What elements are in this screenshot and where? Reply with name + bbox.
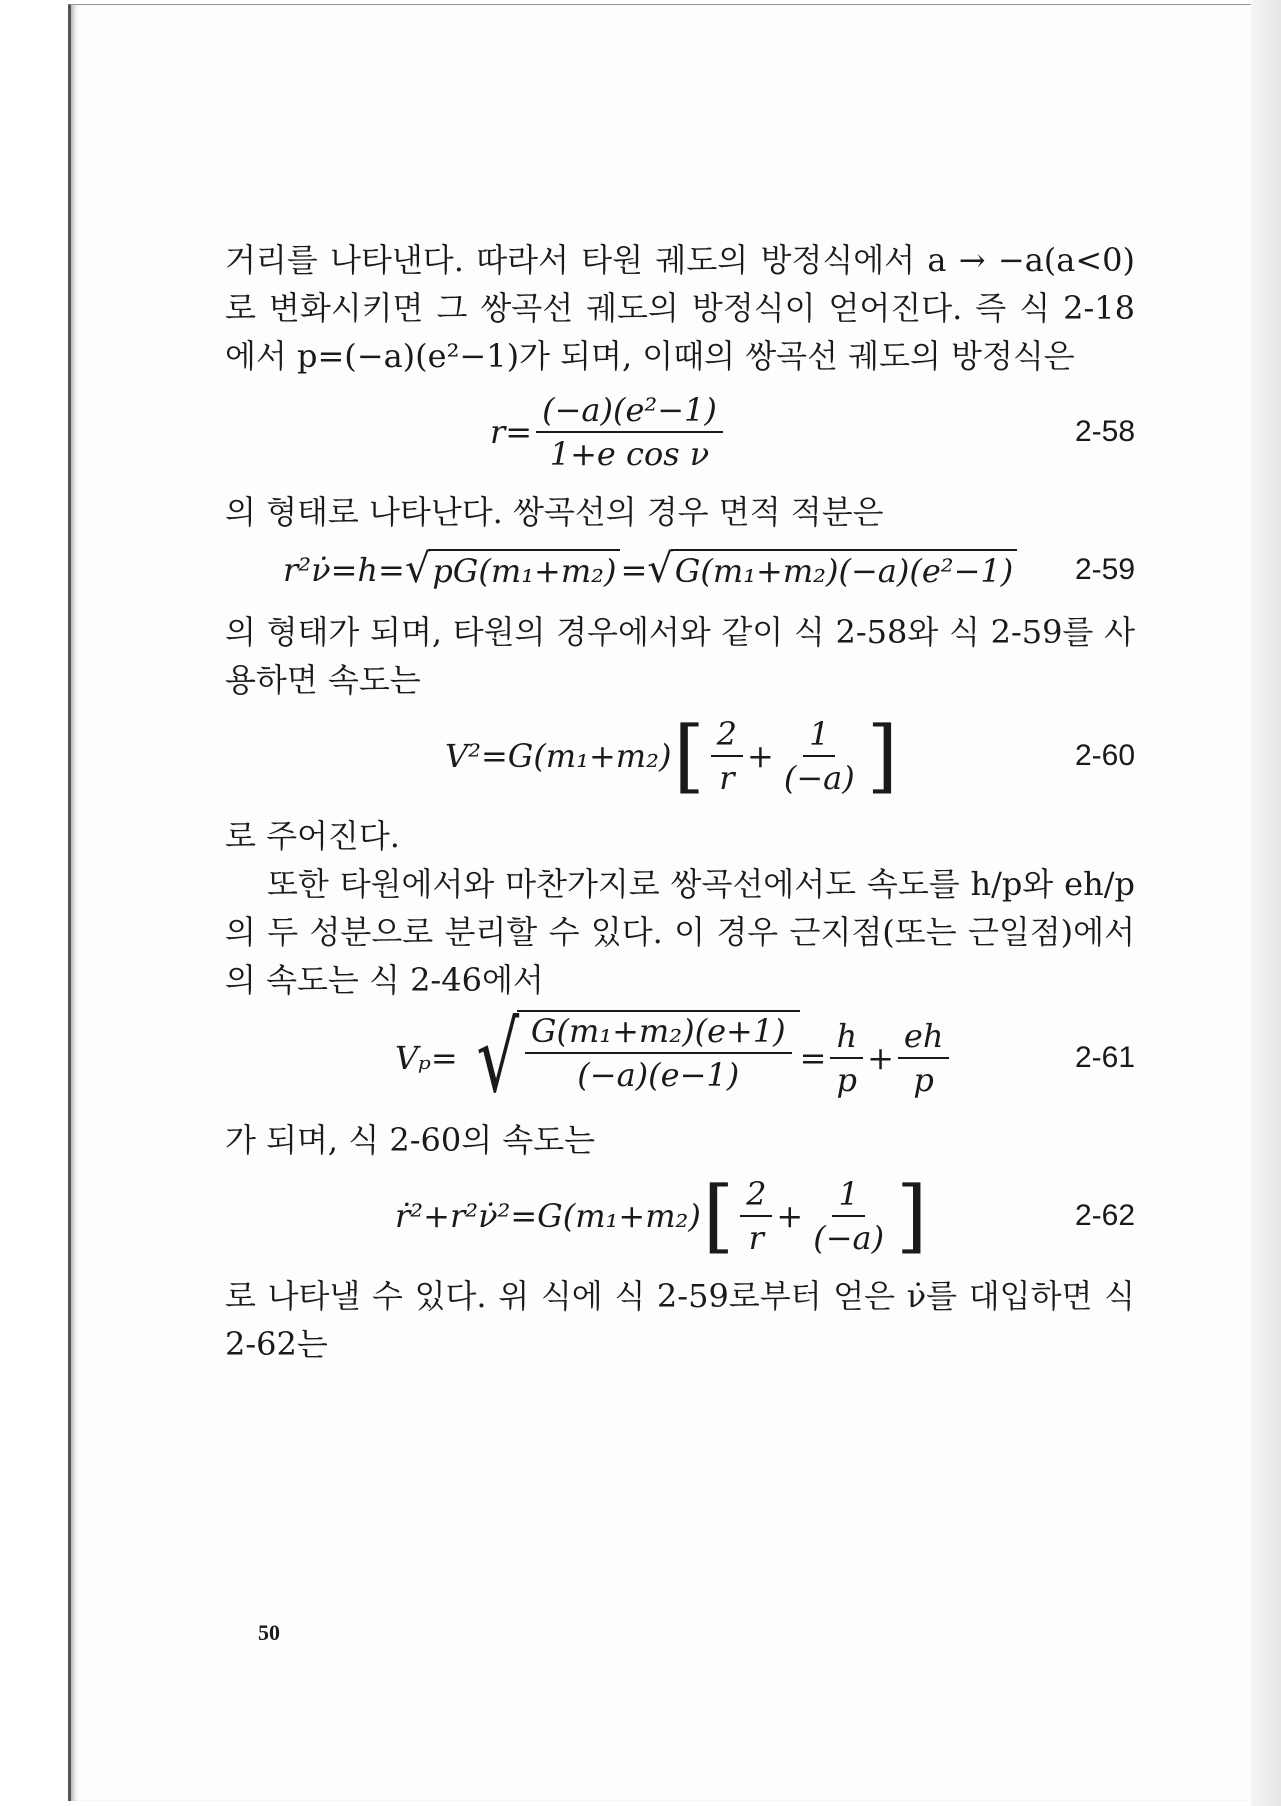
page-number: 50: [258, 1620, 280, 1645]
equation-number-2-61: 2-61: [1074, 1041, 1135, 1074]
page-edge: [1251, 0, 1281, 1806]
eq60-f1-denominator: r: [719, 759, 735, 797]
equation-2-58-body: [490, 384, 727, 480]
equation-number-2-58: 2-58: [1074, 415, 1135, 448]
eq62-f1-numerator: 2: [740, 1175, 772, 1217]
eq59-lhs: r²ν̇=h=: [283, 551, 405, 589]
eq61-root-fraction: [525, 1012, 792, 1094]
eq60-fraction-1: [711, 715, 743, 797]
eq62-plus: +: [776, 1197, 804, 1235]
equation-2-59-body: [283, 540, 1017, 600]
eq61-sqrt: [458, 1002, 800, 1114]
right-bracket: ]: [866, 709, 898, 802]
eq59-sqrt-1: [404, 546, 621, 592]
radical-sign: √: [476, 1002, 519, 1114]
paragraph-6: 가 되며, 식 2-60의 속도는: [225, 1121, 596, 1159]
equation-2-60-body: [445, 708, 900, 804]
equation-number-2-62: 2-62: [1074, 1199, 1135, 1232]
eq61-f1-denominator: p: [836, 1061, 858, 1099]
paragraph-7: 로 나타낼 수 있다. 위 식에 식 2-59로부터 얻은 ν̇를 대입하면 식 2-62는: [225, 1277, 1135, 1363]
eq61-lhs: Vₚ=: [395, 1039, 458, 1077]
eq59-equals: =: [620, 551, 648, 589]
equation-2-59: [225, 540, 1135, 600]
eq60-plus: +: [747, 737, 774, 775]
radical-sign: √: [404, 546, 431, 592]
equation-2-62-body: [395, 1168, 929, 1264]
eq60-f1-numerator: 2: [711, 715, 743, 757]
eq61-root-body: [517, 1010, 800, 1106]
eq61-root-denominator: (−a)(e−1): [577, 1056, 740, 1094]
eq59-root-2: G(m₁+m₂)(−a)(e²−1): [671, 549, 1017, 591]
paragraph-2: 의 형태로 나타난다. 쌍곡선의 경우 면적 적분은: [225, 493, 884, 531]
eq60-lhs: V²=G(m₁+m₂): [445, 737, 672, 775]
eq62-f1-denominator: r: [748, 1219, 764, 1257]
eq61-f2-denominator: p: [913, 1061, 934, 1099]
paragraph-5: 또한 타원에서와 마찬가지로 쌍곡선에서도 속도를 h/p와 eh/p의 두 성분으로 분리할 수 있다. 이 경우 근지점(또는 근일점)에서의 속도는 식 2-46에서: [225, 865, 1135, 999]
equation-2-61: [225, 1002, 1135, 1114]
eq61-f2-numerator: eh: [898, 1017, 950, 1059]
equation-2-58: [225, 384, 1135, 480]
eq58-numerator: (−a)(e²−1): [536, 391, 723, 433]
eq58-denominator: 1+e cos ν: [549, 435, 710, 473]
eq61-root-numerator: G(m₁+m₂)(e+1): [525, 1012, 792, 1054]
equation-2-60: [225, 708, 1135, 804]
eq61-fraction-2: [898, 1017, 950, 1099]
left-bracket: [: [702, 1169, 735, 1262]
equation-number-2-60: 2-60: [1074, 739, 1135, 772]
eq58-fraction: [536, 391, 723, 473]
eq62-fraction-1: [740, 1175, 772, 1257]
paragraph-4: 로 주어진다.: [225, 817, 400, 855]
equation-2-62: [225, 1168, 1135, 1264]
eq60-fraction-2: [778, 715, 861, 797]
equation-2-61-body: [395, 1002, 953, 1114]
eq60-f2-denominator: (−a): [783, 759, 855, 797]
eq61-plus: +: [867, 1039, 894, 1077]
eq59-sqrt-2: [647, 546, 1017, 592]
eq58-lhs: r=: [490, 413, 533, 451]
paragraph-3: 의 형태가 되며, 타원의 경우에서와 같이 식 2-58와 식 2-59를 사용하면 속도는: [225, 613, 1135, 699]
page-content: [225, 236, 1135, 1368]
right-bracket: ]: [896, 1169, 928, 1262]
eq60-f2-numerator: 1: [803, 715, 835, 757]
eq62-fraction-2: [807, 1175, 890, 1257]
left-bracket: [: [673, 709, 705, 802]
eq61-f1-numerator: h: [830, 1017, 863, 1059]
eq61-equals: =: [799, 1039, 827, 1077]
equation-number-2-59: 2-59: [1074, 553, 1135, 586]
paragraph-1: 거리를 나타낸다. 따라서 타원 궤도의 방정식에서 a → −a(a<0)로 변화시키면 그 쌍곡선 궤도의 방정식이 얻어진다. 즉 식 2-18에서 p=(−a)(e²−1)가 되며, 이때의 쌍곡선 궤도의 방정식은: [225, 241, 1135, 375]
eq62-f2-denominator: (−a): [813, 1219, 885, 1257]
eq59-root-1: pG(m₁+m₂): [428, 549, 620, 591]
eq61-fraction-1: [830, 1017, 863, 1099]
eq62-lhs: ṙ²+r²ν̇²=G(m₁+m₂): [395, 1197, 701, 1235]
eq62-f2-numerator: 1: [832, 1175, 864, 1217]
radical-sign: √: [647, 546, 673, 592]
